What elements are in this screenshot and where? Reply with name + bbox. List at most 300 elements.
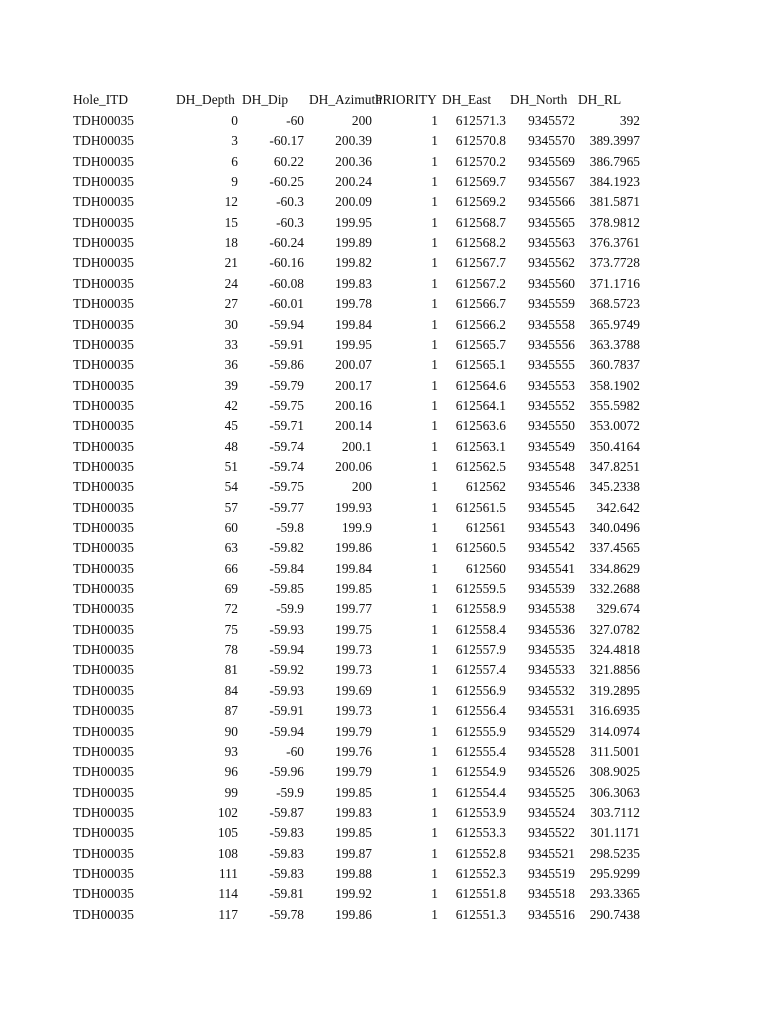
cell-dh-east: 612567.2 <box>455 275 506 291</box>
cell-priority: 1 <box>431 723 438 739</box>
cell-dh-east: 612553.3 <box>455 825 506 841</box>
cell-dh-rl: 311.5001 <box>590 743 640 759</box>
cell-priority: 1 <box>431 703 438 719</box>
cell-dh-azimuth: 199.83 <box>335 275 372 291</box>
cell-dh-east: 612568.7 <box>455 214 506 230</box>
cell-dh-north: 9345543 <box>528 520 575 535</box>
cell-dh-north: 9345535 <box>528 642 575 658</box>
cell-dh-depth: 96 <box>224 764 238 780</box>
cell-dh-azimuth: 199.87 <box>335 845 372 861</box>
cell-dh-north: 9345545 <box>528 499 575 515</box>
cell-hole-id: TDH00035 <box>73 499 134 515</box>
cell-dh-east: 612551.8 <box>455 886 506 902</box>
cell-hole-id: TDH00035 <box>73 174 134 190</box>
cell-dh-north: 9345536 <box>528 621 575 637</box>
table-row <box>0 681 768 701</box>
cell-priority: 1 <box>431 153 438 169</box>
cell-dh-depth: 60 <box>224 520 238 535</box>
cell-dh-north: 9345532 <box>528 682 575 698</box>
cell-dh-rl: 345.2338 <box>589 479 640 495</box>
cell-dh-rl: 363.3788 <box>589 336 640 352</box>
cell-dh-azimuth: 200.16 <box>335 397 372 413</box>
cell-priority: 1 <box>431 438 438 454</box>
cell-dh-dip: -59.9 <box>276 784 304 800</box>
cell-dh-depth: 21 <box>224 255 238 271</box>
cell-hole-id: TDH00035 <box>73 316 134 332</box>
cell-dh-east: 612552.8 <box>455 845 506 861</box>
table-row <box>0 844 768 864</box>
cell-hole-id: TDH00035 <box>73 113 134 128</box>
cell-dh-dip: -60.25 <box>269 174 304 190</box>
cell-dh-rl: 298.5235 <box>589 845 640 861</box>
table-row <box>0 477 768 497</box>
cell-dh-dip: -59.79 <box>269 377 304 393</box>
cell-dh-rl: 347.8251 <box>589 458 640 474</box>
cell-dh-depth: 30 <box>224 316 238 332</box>
cell-dh-azimuth: 199.9 <box>341 520 372 535</box>
header-row <box>0 90 768 110</box>
cell-dh-depth: 63 <box>224 540 238 556</box>
cell-dh-rl: 334.8629 <box>589 560 640 576</box>
table-row <box>0 111 768 131</box>
cell-dh-azimuth: 199.84 <box>335 316 372 332</box>
cell-dh-depth: 69 <box>224 581 238 597</box>
cell-dh-rl: 301.1171 <box>590 825 640 841</box>
cell-dh-rl: 342.642 <box>596 499 640 515</box>
table-row <box>0 884 768 904</box>
cell-dh-azimuth: 199.77 <box>335 601 372 617</box>
cell-dh-azimuth: 199.86 <box>335 540 372 556</box>
table-row <box>0 518 768 538</box>
cell-priority: 1 <box>431 499 438 515</box>
cell-dh-north: 9345567 <box>528 174 575 190</box>
table-row <box>0 579 768 599</box>
cell-dh-north: 9345566 <box>528 194 575 210</box>
cell-dh-rl: 321.8856 <box>589 662 640 678</box>
cell-dh-depth: 3 <box>231 133 238 149</box>
cell-dh-depth: 78 <box>224 642 238 658</box>
cell-dh-depth: 90 <box>224 723 238 739</box>
table-row <box>0 701 768 721</box>
header-dh-north: DH_North <box>510 92 568 107</box>
table-row <box>0 437 768 457</box>
cell-dh-north: 9345548 <box>528 458 575 474</box>
table-row <box>0 131 768 151</box>
cell-dh-azimuth: 200.1 <box>341 438 372 454</box>
cell-dh-north: 9345546 <box>528 479 575 495</box>
table-row <box>0 620 768 640</box>
header-dh-azimuth: DH_Azimuth <box>309 92 382 107</box>
table-row <box>0 823 768 843</box>
cell-dh-rl: 332.2688 <box>589 581 640 597</box>
cell-dh-azimuth: 199.85 <box>335 825 372 841</box>
cell-dh-depth: 33 <box>224 336 238 352</box>
cell-dh-depth: 102 <box>217 804 238 820</box>
cell-hole-id: TDH00035 <box>73 560 134 576</box>
cell-dh-azimuth: 199.84 <box>335 560 372 576</box>
cell-dh-dip: -59.87 <box>269 804 304 820</box>
cell-dh-dip: -59.74 <box>269 458 304 474</box>
cell-dh-depth: 111 <box>218 865 238 881</box>
cell-priority: 1 <box>431 113 438 128</box>
cell-dh-east: 612560 <box>465 560 506 576</box>
cell-dh-east: 612561.5 <box>455 499 506 515</box>
cell-dh-depth: 81 <box>224 662 238 678</box>
cell-dh-azimuth: 199.75 <box>335 621 372 637</box>
cell-hole-id: TDH00035 <box>73 865 134 881</box>
cell-priority: 1 <box>431 886 438 902</box>
cell-dh-depth: 108 <box>217 845 238 861</box>
cell-hole-id: TDH00035 <box>73 520 134 535</box>
cell-hole-id: TDH00035 <box>73 784 134 800</box>
cell-hole-id: TDH00035 <box>73 458 134 474</box>
cell-dh-dip: -60.3 <box>276 214 304 230</box>
cell-dh-dip: -59.96 <box>269 764 304 780</box>
cell-dh-rl: 290.7438 <box>589 906 640 922</box>
cell-dh-azimuth: 199.85 <box>335 581 372 597</box>
cell-dh-dip: -60.16 <box>269 255 304 271</box>
cell-dh-depth: 39 <box>224 377 238 393</box>
cell-dh-east: 612558.9 <box>455 601 506 617</box>
cell-hole-id: TDH00035 <box>73 601 134 617</box>
cell-dh-dip: -59.94 <box>269 316 304 332</box>
cell-dh-north: 9345539 <box>528 581 575 597</box>
cell-hole-id: TDH00035 <box>73 581 134 597</box>
cell-dh-rl: 376.3761 <box>589 235 640 251</box>
table-row <box>0 213 768 233</box>
cell-dh-depth: 99 <box>224 784 238 800</box>
cell-dh-dip: -59.86 <box>269 357 304 373</box>
cell-dh-east: 612560.5 <box>455 540 506 556</box>
cell-dh-azimuth: 199.79 <box>335 764 372 780</box>
cell-hole-id: TDH00035 <box>73 804 134 820</box>
cell-dh-azimuth: 200.06 <box>335 458 372 474</box>
cell-dh-rl: 389.3997 <box>589 133 640 149</box>
cell-dh-north: 9345538 <box>528 601 575 617</box>
cell-priority: 1 <box>431 255 438 271</box>
header-dh-rl: DH_RL <box>578 92 622 107</box>
cell-dh-east: 612562 <box>465 479 506 495</box>
cell-priority: 1 <box>431 804 438 820</box>
table-row <box>0 396 768 416</box>
cell-dh-north: 9345555 <box>528 357 575 373</box>
header-priority: PRIORITY <box>375 92 437 107</box>
table-row <box>0 233 768 253</box>
cell-dh-north: 9345552 <box>528 397 575 413</box>
cell-dh-east: 612551.3 <box>455 906 506 922</box>
cell-dh-dip: -59.91 <box>269 336 304 352</box>
cell-dh-azimuth: 199.73 <box>335 703 372 719</box>
cell-dh-east: 612554.4 <box>455 784 506 800</box>
cell-dh-rl: 314.0974 <box>589 723 640 739</box>
cell-dh-rl: 360.7837 <box>589 357 640 373</box>
cell-dh-east: 612570.8 <box>455 133 506 149</box>
header-dh-dip: DH_Dip <box>242 92 289 107</box>
cell-dh-north: 9345560 <box>528 275 575 291</box>
cell-priority: 1 <box>431 621 438 637</box>
cell-dh-north: 9345572 <box>528 113 575 128</box>
cell-dh-dip: -59.75 <box>269 397 304 413</box>
cell-dh-dip: -59.94 <box>269 723 304 739</box>
cell-dh-dip: -59.93 <box>269 621 304 637</box>
cell-priority: 1 <box>431 377 438 393</box>
cell-dh-north: 9345556 <box>528 336 575 352</box>
cell-dh-azimuth: 199.92 <box>335 886 372 902</box>
cell-hole-id: TDH00035 <box>73 886 134 902</box>
cell-priority: 1 <box>431 581 438 597</box>
cell-hole-id: TDH00035 <box>73 397 134 413</box>
cell-dh-east: 612554.9 <box>455 764 506 780</box>
cell-dh-depth: 36 <box>224 357 238 373</box>
cell-hole-id: TDH00035 <box>73 825 134 841</box>
header-hole-id: Hole_ITD <box>73 92 129 107</box>
cell-dh-east: 612562.5 <box>455 458 506 474</box>
cell-priority: 1 <box>431 133 438 149</box>
cell-dh-depth: 48 <box>224 438 238 454</box>
cell-dh-depth: 93 <box>224 743 238 759</box>
table-row <box>0 660 768 680</box>
cell-hole-id: TDH00035 <box>73 357 134 373</box>
header-dh-east: DH_East <box>442 92 492 107</box>
cell-hole-id: TDH00035 <box>73 845 134 861</box>
cell-dh-depth: 45 <box>224 418 238 434</box>
cell-dh-dip: -60.17 <box>269 133 304 149</box>
cell-dh-rl: 371.1716 <box>589 275 640 291</box>
cell-dh-north: 9345559 <box>528 296 575 312</box>
cell-dh-rl: 316.6935 <box>589 703 640 719</box>
cell-dh-north: 9345521 <box>528 845 575 861</box>
cell-dh-east: 612565.7 <box>455 336 506 352</box>
cell-priority: 1 <box>431 357 438 373</box>
cell-dh-rl: 384.1923 <box>589 174 640 190</box>
table-row <box>0 640 768 660</box>
table-row <box>0 864 768 884</box>
cell-hole-id: TDH00035 <box>73 296 134 312</box>
cell-dh-depth: 42 <box>224 397 238 413</box>
cell-dh-azimuth: 200.24 <box>335 174 372 190</box>
cell-dh-depth: 72 <box>224 601 238 617</box>
cell-hole-id: TDH00035 <box>73 682 134 698</box>
cell-dh-east: 612568.2 <box>455 235 506 251</box>
cell-dh-azimuth: 199.93 <box>335 499 372 515</box>
cell-dh-depth: 84 <box>224 682 238 698</box>
cell-dh-azimuth: 199.85 <box>335 784 372 800</box>
cell-dh-rl: 386.7965 <box>589 153 640 169</box>
cell-dh-rl: 303.7112 <box>590 804 640 820</box>
cell-dh-azimuth: 200 <box>351 113 372 128</box>
cell-dh-rl: 358.1902 <box>589 377 640 393</box>
cell-dh-azimuth: 199.95 <box>335 336 372 352</box>
cell-hole-id: TDH00035 <box>73 275 134 291</box>
cell-priority: 1 <box>431 316 438 332</box>
cell-dh-north: 9345549 <box>528 438 575 454</box>
cell-dh-north: 9345541 <box>528 560 575 576</box>
cell-dh-north: 9345558 <box>528 316 575 332</box>
cell-dh-rl: 337.4565 <box>589 540 640 556</box>
cell-dh-dip: -60 <box>286 743 304 759</box>
cell-hole-id: TDH00035 <box>73 377 134 393</box>
cell-dh-depth: 117 <box>218 906 238 922</box>
cell-priority: 1 <box>431 825 438 841</box>
cell-dh-dip: 60.22 <box>273 153 304 169</box>
cell-dh-rl: 355.5982 <box>589 397 640 413</box>
cell-dh-azimuth: 200.14 <box>335 418 372 434</box>
cell-dh-azimuth: 199.83 <box>335 804 372 820</box>
cell-dh-east: 612556.4 <box>455 703 506 719</box>
cell-dh-dip: -60 <box>286 113 304 128</box>
cell-dh-rl: 293.3365 <box>589 886 640 902</box>
cell-dh-east: 612553.9 <box>455 804 506 820</box>
cell-dh-dip: -59.8 <box>276 520 304 535</box>
cell-hole-id: TDH00035 <box>73 336 134 352</box>
table-row <box>0 905 768 925</box>
cell-dh-north: 9345550 <box>528 418 575 434</box>
cell-hole-id: TDH00035 <box>73 255 134 271</box>
cell-dh-azimuth: 199.95 <box>335 214 372 230</box>
cell-dh-azimuth: 199.89 <box>335 235 372 251</box>
cell-dh-depth: 75 <box>224 621 238 637</box>
cell-dh-east: 612555.4 <box>455 743 506 759</box>
cell-dh-rl: 329.674 <box>596 601 640 617</box>
cell-dh-dip: -60.08 <box>269 275 304 291</box>
cell-dh-north: 9345516 <box>528 906 575 922</box>
cell-dh-dip: -59.93 <box>269 682 304 698</box>
cell-hole-id: TDH00035 <box>73 540 134 556</box>
cell-hole-id: TDH00035 <box>73 235 134 251</box>
cell-priority: 1 <box>431 662 438 678</box>
cell-priority: 1 <box>431 601 438 617</box>
cell-dh-east: 612556.9 <box>455 682 506 698</box>
cell-dh-north: 9345528 <box>528 743 575 759</box>
cell-dh-dip: -59.77 <box>269 499 304 515</box>
cell-hole-id: TDH00035 <box>73 743 134 759</box>
cell-priority: 1 <box>431 397 438 413</box>
cell-dh-north: 9345526 <box>528 764 575 780</box>
cell-dh-east: 612566.2 <box>455 316 506 332</box>
cell-dh-east: 612566.7 <box>455 296 506 312</box>
cell-dh-depth: 0 <box>231 113 238 128</box>
cell-dh-north: 9345569 <box>528 153 575 169</box>
cell-dh-north: 9345522 <box>528 825 575 841</box>
table-row <box>0 742 768 762</box>
cell-priority: 1 <box>431 906 438 922</box>
cell-hole-id: TDH00035 <box>73 479 134 495</box>
cell-priority: 1 <box>431 784 438 800</box>
cell-dh-north: 9345565 <box>528 214 575 230</box>
table-row <box>0 783 768 803</box>
table-row <box>0 762 768 782</box>
cell-dh-azimuth: 200.36 <box>335 153 372 169</box>
cell-dh-dip: -59.75 <box>269 479 304 495</box>
cell-hole-id: TDH00035 <box>73 418 134 434</box>
cell-dh-rl: 353.0072 <box>589 418 640 434</box>
cell-hole-id: TDH00035 <box>73 764 134 780</box>
cell-dh-east: 612569.7 <box>455 174 506 190</box>
cell-dh-north: 9345524 <box>528 804 575 820</box>
cell-priority: 1 <box>431 560 438 576</box>
cell-hole-id: TDH00035 <box>73 153 134 169</box>
cell-dh-azimuth: 200.09 <box>335 194 372 210</box>
cell-priority: 1 <box>431 275 438 291</box>
cell-dh-north: 9345529 <box>528 723 575 739</box>
cell-hole-id: TDH00035 <box>73 438 134 454</box>
cell-priority: 1 <box>431 540 438 556</box>
cell-dh-rl: 392 <box>619 113 640 128</box>
table-row <box>0 722 768 742</box>
cell-dh-dip: -59.94 <box>269 642 304 658</box>
cell-dh-depth: 27 <box>224 296 238 312</box>
cell-hole-id: TDH00035 <box>73 906 134 922</box>
cell-dh-depth: 12 <box>224 194 238 210</box>
cell-dh-azimuth: 199.73 <box>335 642 372 658</box>
cell-hole-id: TDH00035 <box>73 723 134 739</box>
cell-dh-azimuth: 199.82 <box>335 255 372 271</box>
cell-priority: 1 <box>431 764 438 780</box>
cell-priority: 1 <box>431 336 438 352</box>
cell-dh-azimuth: 199.79 <box>335 723 372 739</box>
cell-dh-rl: 340.0496 <box>589 520 640 535</box>
cell-dh-rl: 378.9812 <box>589 214 640 230</box>
cell-dh-azimuth: 199.86 <box>335 906 372 922</box>
table-row <box>0 416 768 436</box>
cell-dh-azimuth: 199.73 <box>335 662 372 678</box>
cell-dh-depth: 6 <box>231 153 238 169</box>
cell-dh-dip: -59.84 <box>269 560 304 576</box>
cell-dh-north: 9345531 <box>528 703 575 719</box>
cell-dh-east: 612569.2 <box>455 194 506 210</box>
cell-dh-depth: 51 <box>224 458 238 474</box>
cell-dh-rl: 295.9299 <box>589 865 640 881</box>
cell-dh-east: 612563.1 <box>455 438 506 454</box>
cell-dh-dip: -59.83 <box>269 845 304 861</box>
cell-priority: 1 <box>431 174 438 190</box>
table-row <box>0 803 768 823</box>
cell-dh-east: 612561 <box>465 520 506 535</box>
cell-dh-east: 612563.6 <box>455 418 506 434</box>
table-row <box>0 253 768 273</box>
cell-dh-depth: 15 <box>224 214 238 230</box>
cell-priority: 1 <box>431 682 438 698</box>
cell-dh-depth: 114 <box>218 886 238 902</box>
cell-dh-east: 612552.3 <box>455 865 506 881</box>
cell-priority: 1 <box>431 214 438 230</box>
cell-dh-azimuth: 200 <box>351 479 372 495</box>
cell-dh-rl: 319.2895 <box>589 682 640 698</box>
cell-dh-rl: 324.4818 <box>589 642 640 658</box>
cell-dh-dip: -59.85 <box>269 581 304 597</box>
table-row <box>0 294 768 314</box>
cell-priority: 1 <box>431 520 438 535</box>
table-row <box>0 274 768 294</box>
cell-dh-rl: 373.7728 <box>589 255 640 271</box>
cell-dh-east: 612564.1 <box>455 397 506 413</box>
table-row <box>0 538 768 558</box>
cell-hole-id: TDH00035 <box>73 703 134 719</box>
cell-priority: 1 <box>431 418 438 434</box>
cell-dh-north: 9345553 <box>528 377 575 393</box>
header-dh-depth: DH_Depth <box>176 92 235 107</box>
cell-dh-rl: 381.5871 <box>589 194 640 210</box>
cell-dh-dip: -60.3 <box>276 194 304 210</box>
cell-dh-rl: 308.9025 <box>589 764 640 780</box>
cell-dh-depth: 18 <box>224 235 238 251</box>
cell-dh-dip: -59.71 <box>269 418 304 434</box>
cell-dh-north: 9345519 <box>528 865 575 881</box>
cell-dh-north: 9345542 <box>528 540 575 556</box>
cell-dh-rl: 306.3063 <box>589 784 640 800</box>
cell-dh-azimuth: 200.39 <box>335 133 372 149</box>
cell-dh-azimuth: 199.88 <box>335 865 372 881</box>
